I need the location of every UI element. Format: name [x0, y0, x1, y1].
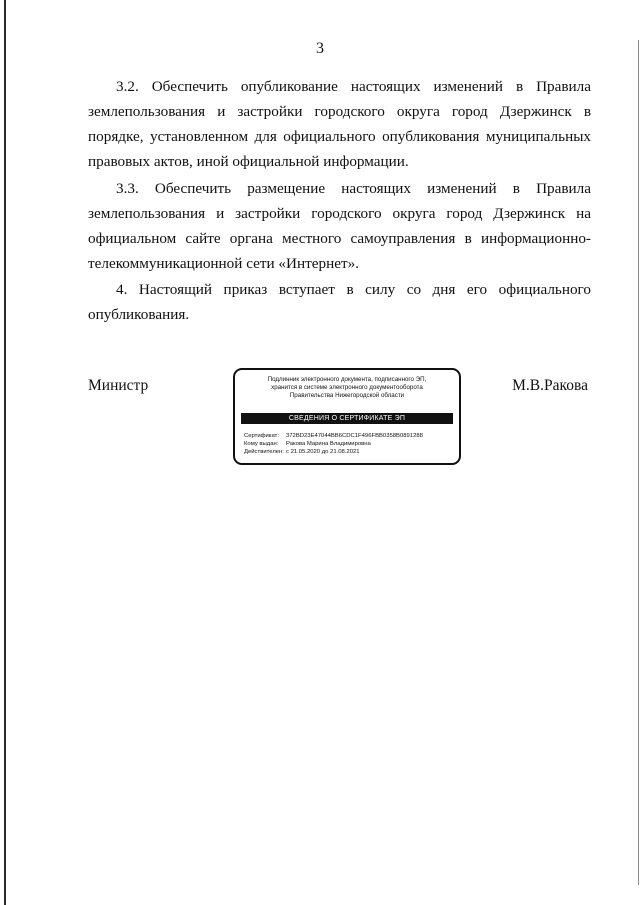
stamp-title: СВЕДЕНИЯ О СЕРТИФИКАТЕ ЭП	[241, 413, 453, 424]
stamp-issued-to-value: Ракова Марина Владимировна	[286, 441, 371, 447]
stamp-issued-to-label: Кому выдан:	[244, 441, 279, 447]
stamp-certificate-value: 372BD23E47044BB6CDC1F496FBB0358B0891288	[286, 433, 423, 439]
stamp-header	[241, 376, 453, 400]
stamp-certificate-row	[244, 432, 453, 440]
stamp-valid-value: с 21.05.2020 до 21.08.2021	[286, 449, 360, 455]
stamp-certificate-info	[244, 432, 453, 456]
paragraph-text: 3.3. Обеспечить размещение настоящих изменений в Правила землепользования и застройки городского округа город Дзержинск на официальном сайте органа местного самоуправления в информационно-телекоммуникационной сети «Интернет».	[88, 180, 591, 272]
stamp-header-line: хранится в системе электронного документооборота	[271, 384, 423, 391]
stamp-header-line: Правительства Нижегородской области	[289, 392, 405, 399]
electronic-signature-stamp	[233, 368, 461, 465]
stamp-valid-row	[244, 448, 453, 456]
paragraph-text: 4. Настоящий приказ вступает в силу со дня его официального опубликования.	[88, 281, 591, 323]
stamp-issued-to-row	[244, 440, 453, 448]
page-number: 3	[316, 40, 324, 57]
scan-right-edge	[638, 40, 639, 885]
paragraph-3-3	[88, 176, 591, 276]
stamp-valid-label: Действителен:	[244, 449, 284, 455]
signatory-position: Министр	[88, 377, 149, 394]
signatory-name: М.В.Ракова	[512, 377, 588, 394]
paragraph-4	[88, 277, 591, 327]
scan-left-edge	[4, 0, 6, 905]
stamp-certificate-label: Сертификат:	[244, 433, 279, 439]
paragraph-text: 3.2. Обеспечить опубликование настоящих изменений в Правила землепользования и застройки городского округа город Дзержинск в порядке, установленном для официального опубликования муниципальных правовых актов, иной официальной информации.	[88, 78, 591, 170]
stamp-header-line: Подлинник электронного документа, подписанного ЭП,	[267, 376, 427, 383]
paragraph-3-2	[88, 74, 591, 174]
